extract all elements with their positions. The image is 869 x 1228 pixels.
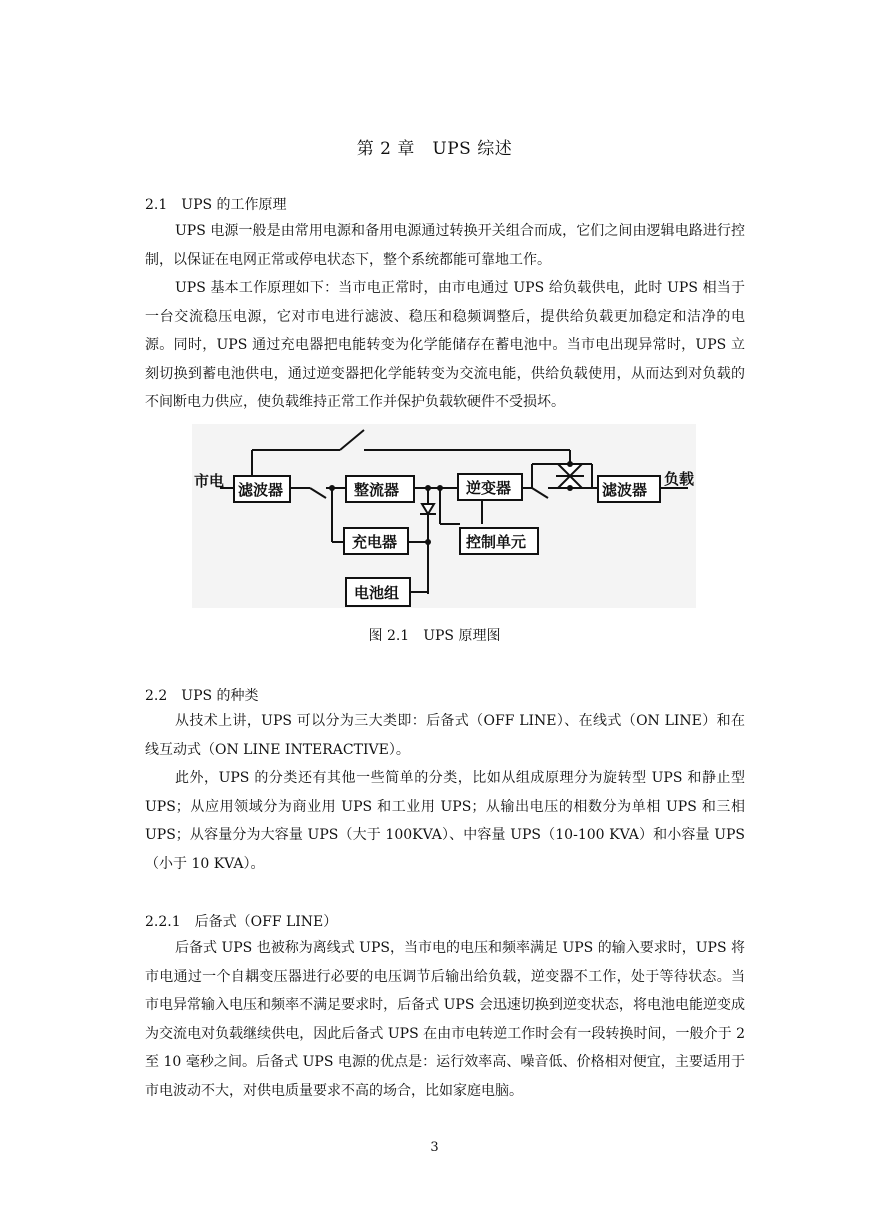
paragraph-2-1-a: UPS 电源一般是由常用电源和备用电源通过转换开关组合而成，它们之间由逻辑电路进行控制，以保证在电网正常或停电状态下，整个系统都能可靠地工作。 — [145, 223, 745, 268]
paragraph-2-2-a: 从技术上讲，UPS 可以分为三大类即：后备式（OFF LINE）、在线式（ON LINE）和在线互动式（ON LINE INTERACTIVE）。 — [145, 713, 745, 758]
label-load: 负载 — [664, 470, 695, 488]
diagram-background — [192, 424, 696, 608]
static-switch — [556, 464, 584, 488]
ups-diagram — [192, 424, 696, 608]
page-number: 3 — [430, 1140, 439, 1155]
section-heading-2-1: 2.1 UPS 的工作原理 — [145, 197, 287, 213]
label-filter-in: 滤波器 — [238, 481, 284, 499]
label-charger: 充电器 — [352, 533, 398, 551]
paragraph-2-2-b: 此外，UPS 的分类还有其他一些简单的分类，比如从组成原理分为旋转型 UPS 和静止型 UPS；从应用领域分为商业用 UPS 和工业用 UPS；从输出电压的相数分为单相 UPS 和三相 UPS；从容量分为大容量 UPS（大于 100KVA）、中容量 UPS（10-100 KVA）和小容量 UPS（小于 10 KVA）。 — [145, 770, 745, 872]
ups-diagram-svg — [192, 424, 696, 608]
chapter-title: 第 2 章 UPS 综述 — [356, 139, 513, 159]
label-rectifier: 整流器 — [354, 481, 400, 499]
section-heading-2-2-1: 2.2.1 后备式（OFF LINE） — [145, 914, 338, 930]
paragraph-2-1-b: UPS 基本工作原理如下：当市电正常时，由市电通过 UPS 给负载供电，此时 UPS 相当于一台交流稳压电源，它对市电进行滤波、稳压和稳频调整后，提供给负载更加稳定和洁净的电源。同时，UPS 通过充电器把电能转变为化学能储存在蓄电池中。当市电出现异常时，UPS 立刻切换到蓄电池供电，通过逆变器把化学能转变为交流电能，供给负载使用，从而达到对负载的不间断电力供应，使负载维持正常工作并保护负载软硬件不受损坏。 — [145, 280, 745, 410]
figure-caption: 图 2.1 UPS 原理图 — [368, 628, 501, 644]
paragraph-2-2-1-a: 后备式 UPS 也被称为离线式 UPS，当市电的电压和频率满足 UPS 的输入要求时，UPS 将市电通过一个自耦变压器进行必要的电压调节后输出给负载，逆变器不工作，处于等待状态。当市电异常输入电压和频率不满足要求时，后备式 UPS 会迅速切换到逆变状态，将电池电能逆变成为交流电对负载继续供电，因此后备式 UPS 在由市电转逆工作时会有一段转换时间，一般介于 2 至 10 毫秒之间。后备式 UPS 电源的优点是：运行效率高、噪音低、价格相对便宜，主要适用于市电波动不大，对供电质量要求不高的场合，比如家庭电脑。 — [145, 940, 745, 1099]
label-control: 控制单元 — [466, 533, 527, 551]
section-heading-2-2: 2.2 UPS 的种类 — [145, 688, 259, 704]
label-filter-out: 滤波器 — [602, 481, 648, 499]
label-input: 市电 — [194, 472, 225, 490]
label-inverter: 逆变器 — [466, 479, 512, 497]
label-battery: 电池组 — [354, 584, 400, 602]
